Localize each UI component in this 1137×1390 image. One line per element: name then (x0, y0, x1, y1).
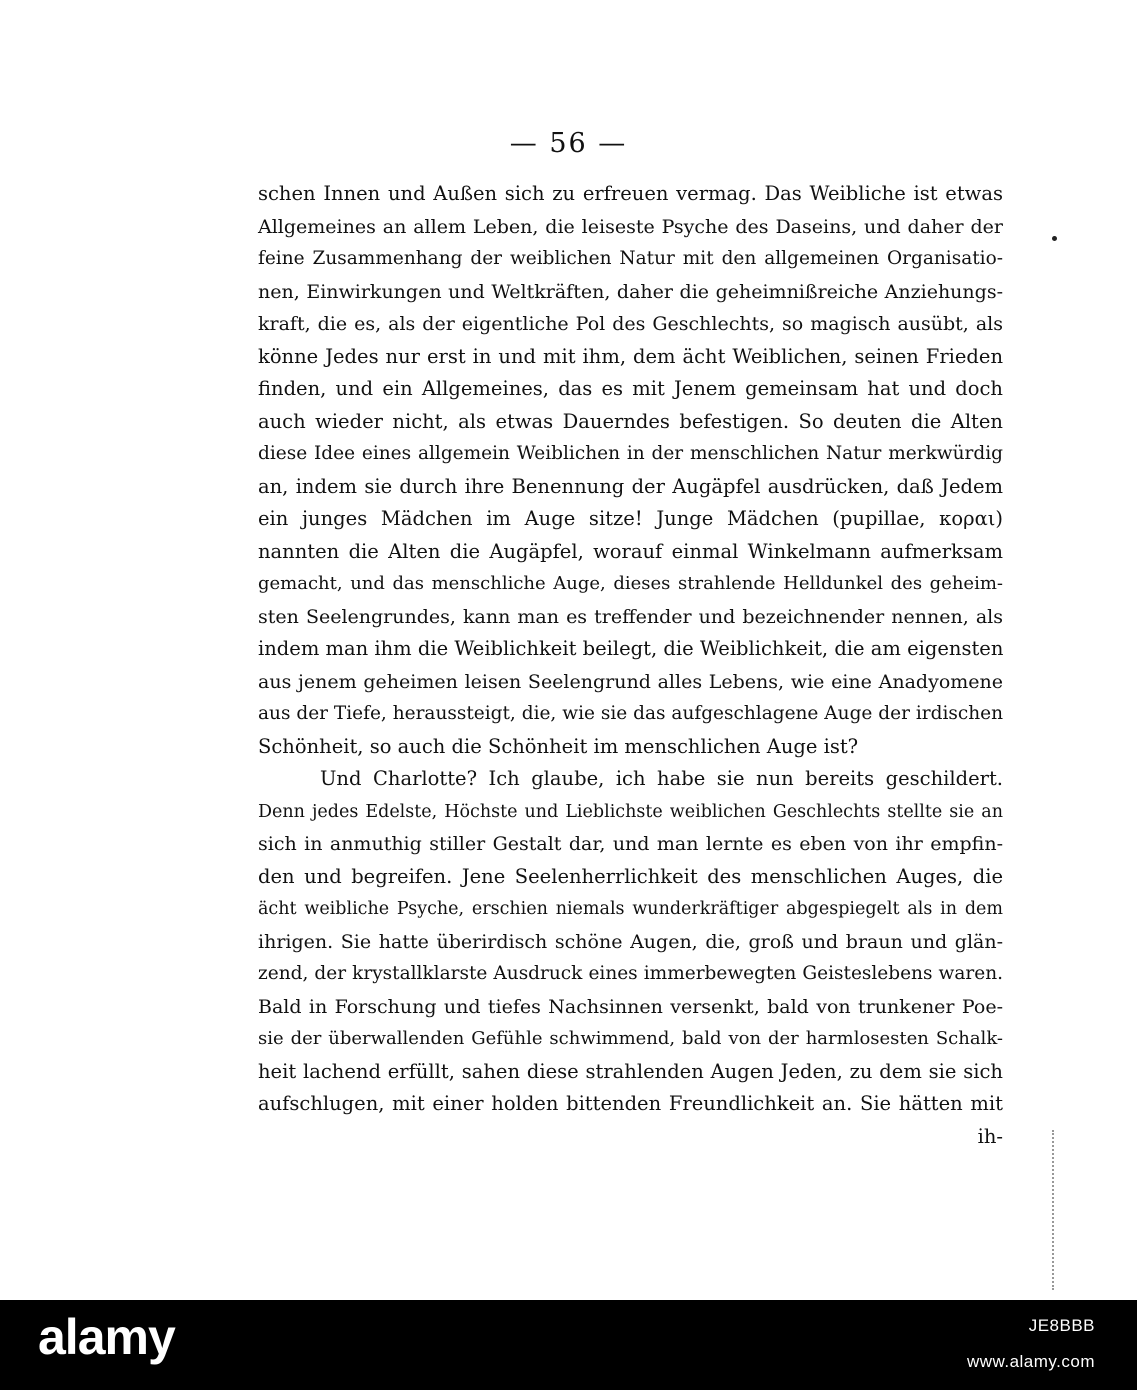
body-text (258, 178, 1003, 1153)
paragraph-start-line: Und Charlotte? Ich glaube, ich habe sie nun bereits geschildert. (320, 767, 1003, 790)
page-number: — 56 — (509, 128, 628, 159)
brand-logo: alamy (38, 1309, 175, 1365)
scan-speck (1052, 236, 1057, 241)
text-line: Bald in Forschung und tiefes Nachsinnen versenkt, bald von trunkener Poe- (258, 995, 1003, 1018)
text-line: sie der überwallenden Gefühle schwimmend, bald von der harmlosesten Schalk- (258, 1028, 1003, 1049)
catchword-line: ih- (977, 1124, 1003, 1148)
text-line: feine Zusammenhang der weiblichen Natur mit den allgemeinen Organisatio- (258, 248, 1003, 269)
scan-edge-noise (1052, 1130, 1058, 1290)
text-line: ihrigen. Sie hatte überirdisch schöne Augen, die, groß und braun und glän- (258, 930, 1003, 953)
text-line: sich in anmuthig stiller Gestalt dar, und man lernte es eben von ihr empfin- (258, 833, 1003, 855)
text-line: kraft, die es, als der eigentliche Pol des Geschlechts, so magisch ausübt, als (258, 313, 1003, 335)
text-line: an, indem sie durch ihre Benennung der Augäpfel ausdrücken, daß Jedem (258, 474, 1003, 498)
text-line: heit lachend erfüllt, sahen diese strahlenden Augen Jeden, zu dem sie sich (258, 1059, 1003, 1083)
text-line: schen Innen und Außen sich zu erfreuen vermag. Das Weibliche ist etwas (258, 182, 1003, 205)
text-line: nannten die Alten die Augäpfel, worauf einmal Winkelmann aufmerksam (258, 539, 1003, 563)
text-line: aus der Tiefe, heraussteigt, die, wie sie das aufgeschlagene Auge der irdischen (258, 703, 1003, 724)
image-id-label: JE8BBB (1028, 1316, 1095, 1335)
text-line: den und begreifen. Jene Seelenherrlichkeit des menschlichen Auges, die (258, 864, 1003, 888)
text-line: Schönheit, so auch die Schönheit im menschlichen Auge ist? (258, 734, 859, 758)
text-line: gemacht, und das menschliche Auge, dieses strahlende Helldunkel des geheim- (258, 573, 1003, 594)
text-line: zend, der krystallklarste Ausdruck eines immerbewegten Geisteslebens waren. (258, 963, 1003, 984)
watermark-footer (0, 1300, 1137, 1390)
text-line: auch wieder nicht, als etwas Dauerndes befestigen. So deuten die Alten (258, 409, 1003, 433)
text-line: Denn jedes Edelste, Höchste und Lieblichste weiblichen Geschlechts stellte sie an (258, 801, 1003, 822)
text-line: finden, und ein Allgemeines, das es mit Jenem gemeinsam hat und doch (258, 377, 1003, 400)
text-line: könne Jedes nur erst in und mit ihm, dem ächt Weiblichen, seinen Frieden (258, 344, 1003, 368)
text-line: aus jenem geheimen leisen Seelengrund alles Lebens, wie eine Anadyomene (258, 670, 1003, 693)
text-line: indem man ihm die Weiblichkeit beilegt, die Weiblichkeit, die am eigensten (258, 637, 1004, 660)
text-line: sten Seelengrundes, kann man es treffender und bezeichnender nennen, als (258, 605, 1003, 628)
text-line: ächt weibliche Psyche, erschien niemals wunderkräftiger abgespiegelt als in dem (258, 899, 1003, 919)
text-line: nen, Einwirkungen und Weltkräften, daher die geheimnißreiche Anziehungs- (258, 280, 1003, 303)
text-line: aufschlugen, mit einer holden bittenden Freundlichkeit an. Sie hätten mit (258, 1092, 1003, 1115)
text-line: diese Idee eines allgemein Weiblichen in der menschlichen Natur merkwürdig (258, 443, 1003, 464)
text-line: ein junges Mädchen im Auge sitze! Junge Mädchen (pupillae, κοραι) (258, 507, 1003, 530)
site-url-label: www.alamy.com (966, 1352, 1095, 1371)
text-line: Allgemeines an allem Leben, die leiseste Psyche des Daseins, und daher der (258, 215, 1003, 238)
